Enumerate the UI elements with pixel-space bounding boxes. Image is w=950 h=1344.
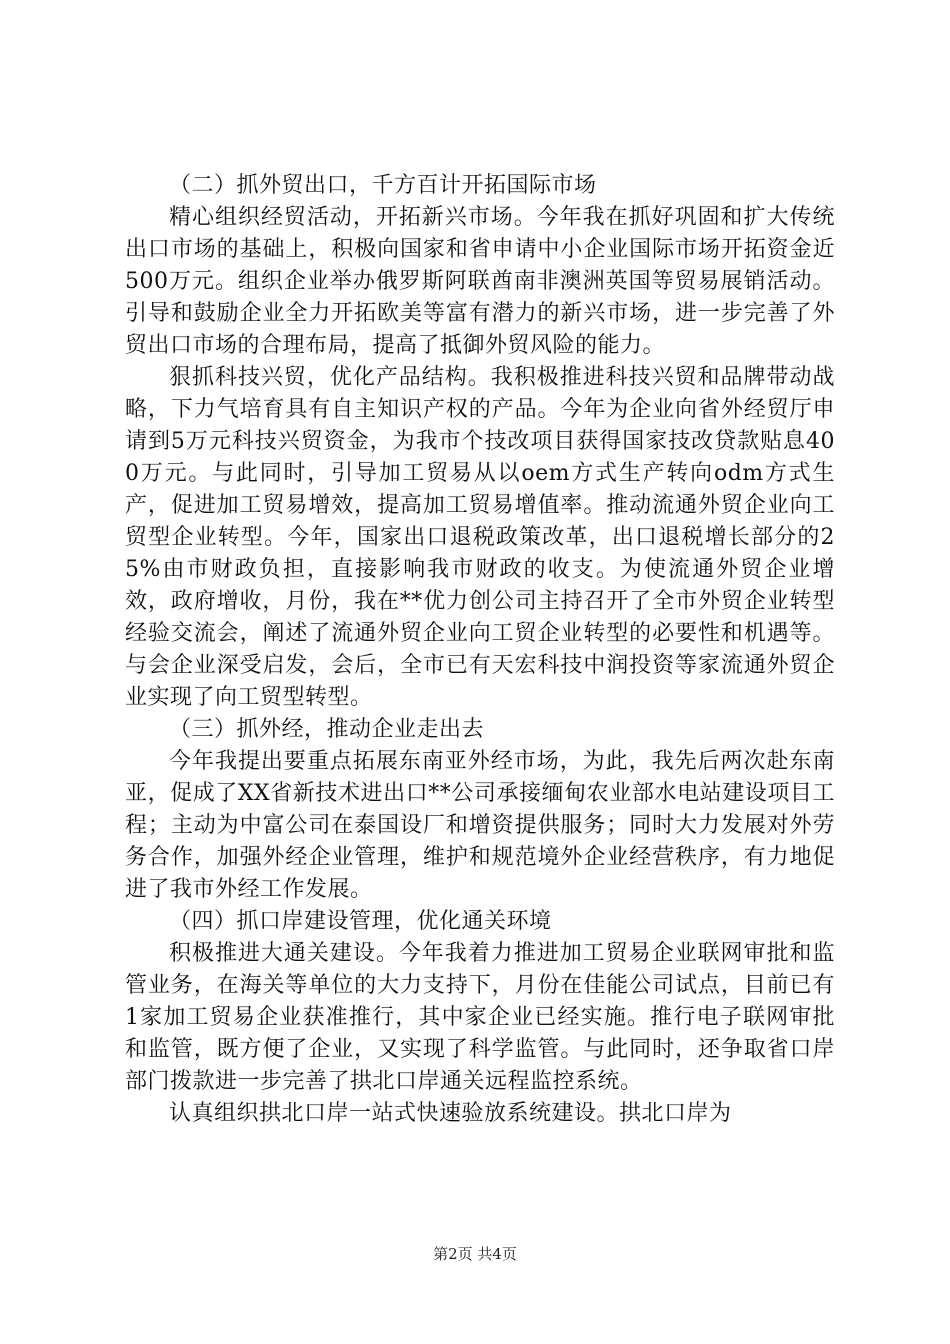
page-number-label: 第2页 共4页	[433, 1245, 517, 1263]
document-body	[125, 170, 835, 1130]
paragraph: 狠抓科技兴贸，优化产品结构。我积极推进科技兴贸和品牌带动战略，下力气培育具有自主知识产权的产品。今年为企业向省外经贸厅申请到5万元科技兴贸资金，为我市个技改项目获得国家技改贷款贴息400万元。与此同时，引导加工贸易从以oem方式生产转向odm方式生产，促进加工贸易增效，提高加工贸易增值率。推动流通外贸企业向工贸型企业转型。今年，国家出口退税政策改革，出口退税增长部分的25%由市财政负担，直接影响我市财政的收支。为使流通外贸企业增效，政府增收，月份，我在**优力创公司主持召开了全市外贸企业转型经验交流会，阐述了流通外贸企业向工贸企业转型的必要性和机遇等。与会企业深受启发，会后，全市已有天宏科技中润投资等家流通外贸企业实现了向工贸型转型。	[125, 365, 835, 710]
paragraph: 积极推进大通关建设。今年我着力推进加工贸易企业联网审批和监管业务，在海关等单位的大力支持下，月份在佳能公司试点，目前已有1家加工贸易企业获准推行，其中家企业已经实施。推行电子联网审批和监管，既方便了企业，又实现了科学监管。与此同时，还争取省口岸部门拨款进一步完善了拱北口岸通关远程监控系统。	[125, 941, 835, 1094]
section-heading-2: （二）抓外贸出口，千方百计开拓国际市场	[169, 173, 597, 198]
paragraph: 精心组织经贸活动，开拓新兴市场。今年我在抓好巩固和扩大传统出口市场的基础上，积极向国家和省申请中小企业国际市场开拓资金近500万元。组织企业举办俄罗斯阿联酋南非澳洲英国等贸易展销活动。引导和鼓励企业全力开拓欧美等富有潜力的新兴市场，进一步完善了外贸出口市场的合理布局，提高了抵御外贸风险的能力。	[125, 205, 835, 358]
paragraph: 认真组织拱北口岸一站式快速验放系统建设。拱北口岸为	[169, 1101, 732, 1126]
page-footer	[0, 1244, 950, 1264]
section-heading-4: （四）抓口岸建设管理，优化通关环境	[169, 909, 552, 934]
paragraph: 今年我提出要重点拓展东南亚外经市场，为此，我先后两次赴东南亚，促成了XX省新技术进出口**公司承接缅甸农业部水电站建设项目工程；主动为中富公司在泰国设厂和增资提供服务；同时大力发展对外劳务合作，加强外经企业管理，维护和规范境外企业经营秩序，有力地促进了我市外经工作发展。	[125, 749, 835, 902]
section-heading-3: （三）抓外经，推动企业走出去	[169, 717, 485, 742]
